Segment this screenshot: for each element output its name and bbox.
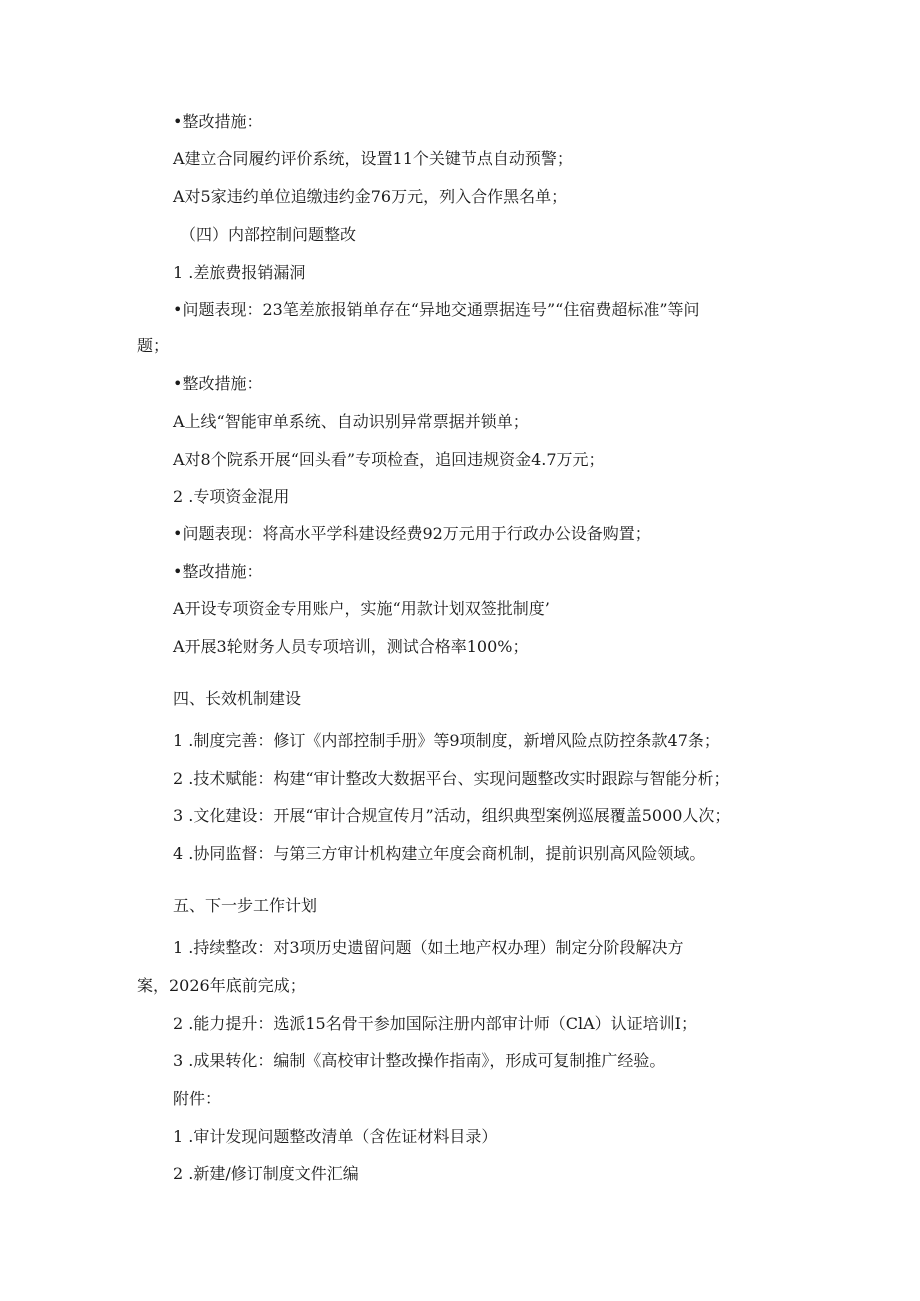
text-line: 3 .成果转化：编制《高校审计整改操作指南》，形成可复制推广经验。	[173, 1051, 666, 1070]
text-line: A开设专项资金专用账户，实施“用款计划双签批制度’	[173, 599, 550, 618]
section-heading: 四、长效机制建设	[173, 689, 302, 708]
text-line: 1 .审计发现问题整改清单（含佐证材料目录）	[173, 1127, 498, 1146]
text-line: A上线“智能审单系统、自动识别异常票据并锁单；	[173, 412, 529, 431]
text-line: •整改措施：	[173, 374, 263, 393]
text-line: A建立合同履约评价系统，设置11个关键节点自动预警；	[173, 149, 573, 168]
text-line: 题；	[137, 336, 170, 355]
text-line: 1 .持续整改：对3项历史遗留问题（如土地产权办理）制定分阶段解决方	[173, 938, 684, 957]
text-line: 案，2026年底前完成；	[137, 976, 306, 995]
text-line: •整改措施：	[173, 112, 263, 131]
text-line: 3 .文化建设：开展“审计合规宣传月”活动，组织典型案例巡展覆盖5000人次；	[173, 806, 731, 825]
text-line: A对5家违约单位追缴违约金76万元，列入合作黑名单；	[173, 187, 568, 206]
text-line: •问题表现：23笔差旅报销单存在“异地交通票据连号”“住宿费超标准”等问	[173, 300, 700, 319]
text-line: 2 .能力提升：选派15名骨干参加国际注册内部审计师（ClA）认证培训I；	[173, 1014, 697, 1033]
text-line: 2 .专项资金混用	[173, 487, 290, 506]
section-heading: （四）内部控制问题整改	[180, 225, 357, 244]
section-heading: 五、下一步工作计划	[173, 896, 318, 915]
text-line: 附件：	[173, 1089, 222, 1108]
text-line: 1 .差旅费报销漏洞	[173, 263, 306, 282]
text-line: 2 .新建/修订制度文件汇编	[173, 1164, 359, 1183]
text-line: •整改措施：	[173, 562, 263, 581]
text-line: A对8个院系开展“回头看”专项检查，追回违规资金4.7万元；	[173, 450, 605, 469]
text-line: A开展3轮财务人员专项培训，测试合格率100%；	[173, 637, 529, 656]
text-line: 4 .协同监督：与第三方审计机构建立年度会商机制，提前识别高风险领域。	[173, 844, 706, 863]
text-line: •问题表现：将高水平学科建设经费92万元用于行政办公设备购置；	[173, 524, 651, 543]
text-line: 2 .技术赋能：构建“审计整改大数据平台、实现问题整改实时跟踪与智能分析；	[173, 769, 730, 788]
text-line: 1 .制度完善：修订《内部控制手册》等9项制度，新增风险点防控条款47条；	[173, 731, 720, 750]
